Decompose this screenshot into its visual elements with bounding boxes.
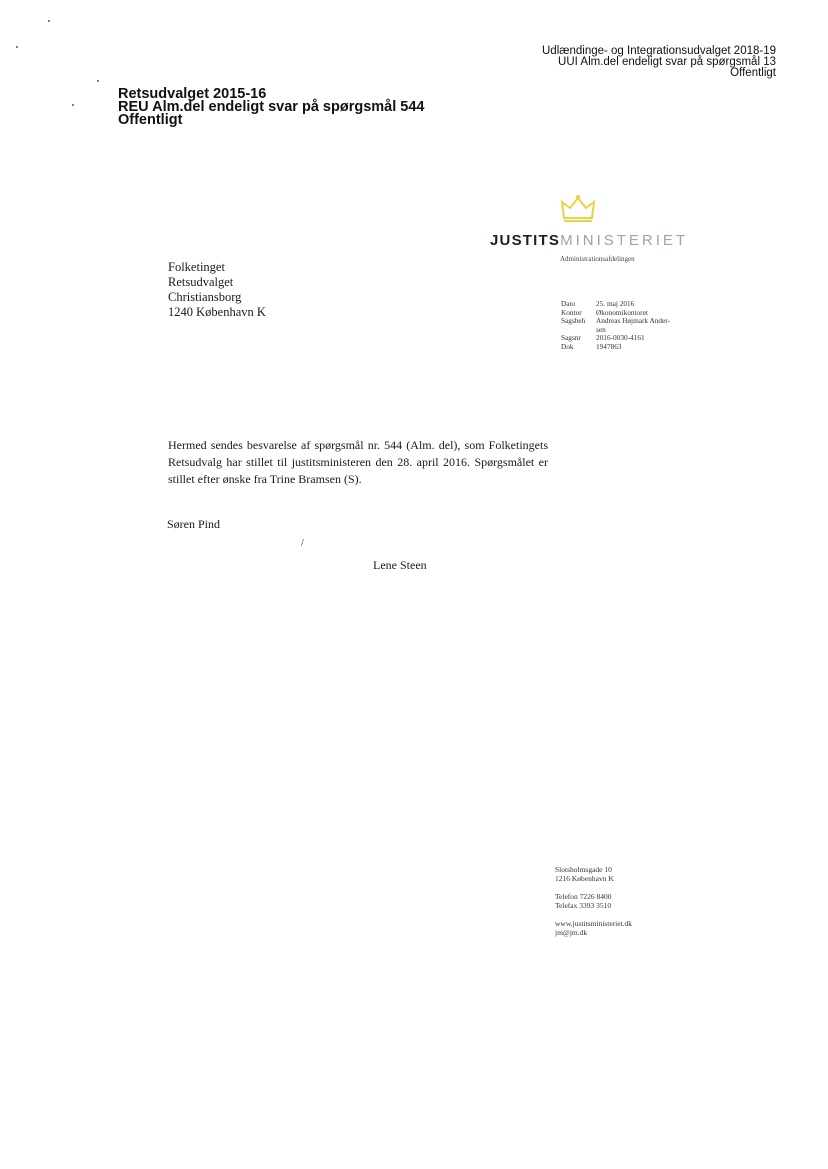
info-row: [561, 334, 686, 343]
info-row: [561, 317, 686, 326]
info-value: 2016-0030-4161: [596, 333, 645, 343]
ministry-logo: [490, 232, 688, 249]
logo-department: Administrationsafdelingen: [560, 255, 635, 263]
case-info: [561, 300, 686, 352]
scan-speck: [48, 20, 50, 22]
scan-speck: [97, 80, 99, 82]
info-label: Dok: [561, 341, 574, 351]
stamp-left-line: Retsudvalget 2015-16: [118, 86, 267, 102]
footer-spacer: [555, 883, 632, 892]
stamp-left-line: Offentligt: [118, 112, 183, 128]
stamp-right-line: Offentligt: [730, 67, 776, 79]
info-label: Sagsbeh: [561, 316, 586, 326]
recipient-line: Folketinget: [168, 260, 225, 274]
footer-spacer: [555, 910, 632, 919]
footer-address: Slotsholmsgade 10: [555, 865, 612, 874]
scan-speck: [72, 104, 74, 106]
stamp-left-line: REU Alm.del endeligt svar på spørgsmål 544: [118, 99, 425, 115]
letter-body: Hermed sendes besvarelse af spørgsmål nr. 544 (Alm. del), som Folketingets Retsudvalg har stillet til justitsministeren den 28. april 2016. Spørgsmålet er stillet efter ønske fra Trine Bramsen (S).: [168, 438, 548, 486]
footer-email[interactable]: jm@jm.dk: [555, 928, 588, 937]
logo-bold-text: JUSTITS: [490, 232, 561, 249]
signature-name-primary: Søren Pind: [167, 517, 221, 531]
info-label: Dato: [561, 299, 576, 308]
signature-slash: /: [301, 538, 304, 549]
header-stamp-right: [542, 46, 776, 79]
info-label: Kontor: [561, 307, 582, 317]
info-label: Sagsnr: [561, 333, 581, 343]
recipient-address: [168, 260, 266, 320]
footer-web[interactable]: www.justitsministeriet.dk: [555, 919, 633, 928]
info-row: [561, 343, 686, 352]
footer-fax: Telefax 3393 3510: [555, 901, 612, 910]
footer-city: 1216 København K: [555, 874, 614, 883]
recipient-line: Retsudvalget: [168, 275, 234, 289]
recipient-line: 1240 København K: [168, 305, 266, 319]
logo-light-text: MINISTERIET: [560, 232, 689, 249]
footer-contact: [555, 865, 632, 937]
info-value: Andreas Højmark Ander-: [596, 316, 671, 326]
info-value: sen: [596, 324, 606, 334]
crown-body: [562, 198, 594, 218]
crown-outline: [562, 198, 594, 221]
crown-icon: [560, 194, 596, 224]
signature-name-secondary: Lene Steen: [373, 558, 427, 572]
stamp-right-line: UUI Alm.del endeligt svar på spørgsmål 13: [558, 56, 776, 68]
info-value: 1947863: [596, 341, 622, 351]
recipient-line: Christiansborg: [168, 290, 242, 304]
header-stamp-left: [118, 88, 424, 127]
info-value: Økonomikontoret: [596, 307, 648, 317]
scan-speck: [16, 46, 18, 48]
crown-jewel: [576, 195, 580, 199]
stamp-right-line: Udlændinge- og Integrationsudvalget 2018-19: [542, 45, 776, 57]
footer-phone: Telefon 7226 8400: [555, 892, 612, 901]
info-value: 25. maj 2016: [596, 299, 635, 308]
